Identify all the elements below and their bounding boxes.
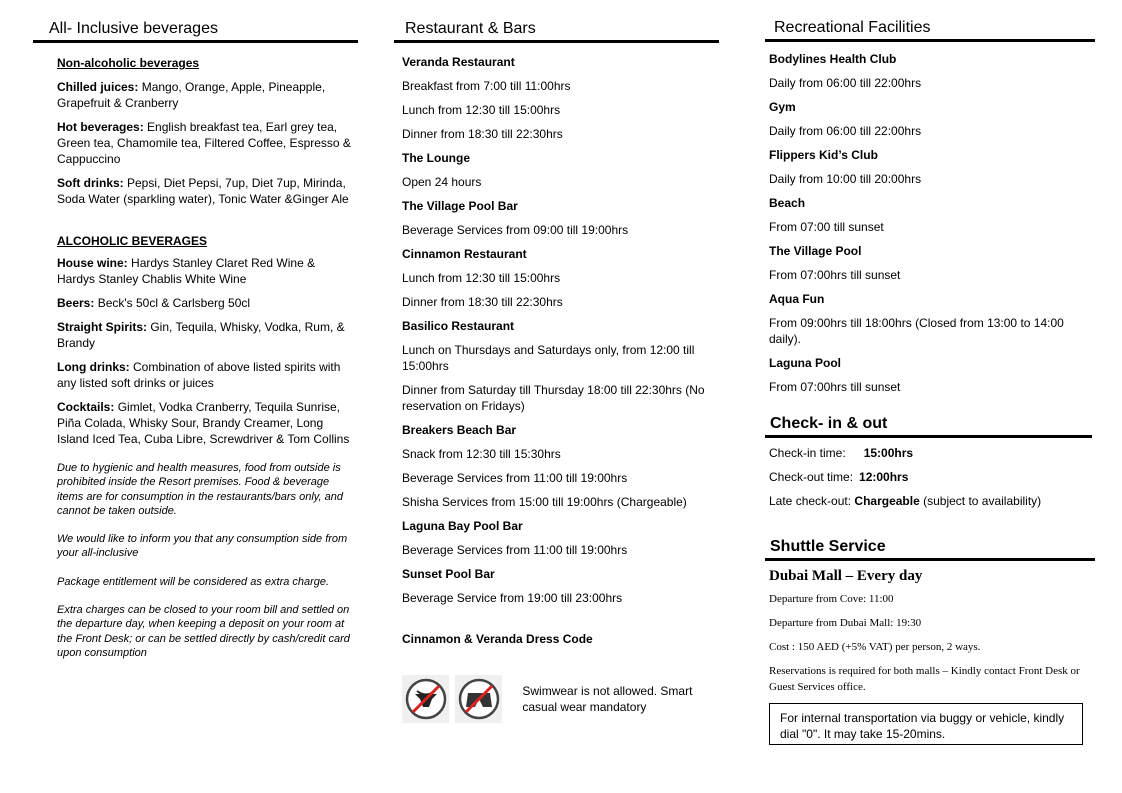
late-checkout-row [769,493,1095,509]
alcoholic-text: Beck's 50cl & Carlsberg 50cl [94,296,251,310]
restaurant-name: Laguna Bay Pool Bar [402,519,523,533]
beverages-heading: All- Inclusive beverages [33,0,358,43]
facility-list [769,51,1095,395]
restaurant-list [402,54,719,606]
nonalcoholic-title: Non-alcoholic beverages [57,56,200,70]
nonalcoholic-list [57,79,356,207]
nonalcoholic-label: Hot beverages: [57,120,144,134]
alcoholic-text: Gimlet, Vodka Cranberry, Tequila Sunrise, Piña Colada, Whisky Sour, Brandy Creamer, Long Island Iced Tea, Cuba Libre, Screwdriver & Tom Collins [57,400,350,446]
alcoholic-item [57,295,356,311]
facility-name: Flippers Kid’s Club [769,148,878,162]
restaurant-hours: Shisha Services from 15:00 till 19:00hrs (Chargeable) [402,495,687,509]
facility-name: Gym [769,100,796,114]
dress-code-row [402,675,719,723]
facility-hours: Daily from 10:00 till 20:00hrs [769,172,922,186]
facility-hours: Daily from 06:00 till 22:00hrs [769,76,922,90]
restaurants-column [394,0,719,723]
facility-hours: From 07:00 till sunset [769,220,884,234]
internal-transport-box: For internal transportation via buggy or vehicle, kindly dial "0". It may take 15-20mins. [769,703,1083,745]
alcoholic-text: Gin, Tequila, Whisky, Vodka, Rum, & Brandy [57,320,345,350]
restaurant-name: Basilico Restaurant [402,319,515,333]
restaurant-hours: Beverage Service from 19:00 till 23:00hrs [402,591,623,605]
policy-note: Due to hygienic and health measures, food from outside is prohibited inside the Resort premises. Food & beverage items are for consumption in the restaurants/bars only, and cannot be taken outside. [57,462,343,517]
shuttle-details [765,568,1095,695]
nonalcoholic-item [57,79,356,111]
dress-code-text: Swimwear is not allowed. Smart casual wear mandatory [522,684,693,714]
alcoholic-item [57,255,356,287]
restaurant-hours: Beverage Services from 11:00 till 19:00hrs [402,543,628,557]
restaurant-name: The Lounge [402,151,470,165]
restaurant-hours: Open 24 hours [402,175,482,189]
facility-name: Aqua Fun [769,292,825,306]
policy-note: We would like to inform you that any consumption side from your all-inclusive [57,533,348,560]
facility-hours: From 07:00hrs till sunset [769,268,901,282]
policy-note: Package entitlement will be considered as extra charge. [57,575,330,588]
no-shorts-icon [455,675,502,723]
alcoholic-title: ALCOHOLIC BEVERAGES [57,234,208,248]
alcoholic-item [57,319,356,351]
recreation-column [765,0,1095,745]
nonalcoholic-text: English breakfast tea, Earl grey tea, Green tea, Chamomile tea, Filtered Coffee, Espresso & Cappuccino [57,120,351,166]
facility-name: Beach [769,196,806,210]
alcoholic-label: Beers: [57,296,95,310]
restaurant-hours: Snack from 12:30 till 15:30hrs [402,447,561,461]
beverages-column [33,0,358,674]
alcoholic-list [57,255,356,447]
recreation-heading: Recreational Facilities [765,0,1095,42]
facility-hours: From 09:00hrs till 18:00hrs (Closed from 13:00 to 14:00 daily). [769,316,1064,346]
shuttle-line: Cost : 150 AED (+5% VAT) per person, 2 ways. [769,641,981,653]
shuttle-lines [769,591,1095,695]
shuttle-line: Reservations is required for both malls – Kindly contact Front Desk or Guest Services office. [769,665,1080,693]
facility-name: Bodylines Health Club [769,52,897,66]
restaurant-hours: Beverage Services from 11:00 till 19:00hrs [402,471,628,485]
alcoholic-item [57,399,356,447]
facility-hours: From 07:00hrs till sunset [769,380,901,394]
restaurant-hours: Breakfast from 7:00 till 11:00hrs [402,79,571,93]
restaurant-hours: Dinner from 18:30 till 22:30hrs [402,295,563,309]
policy-note: Extra charges can be closed to your room bill and settled on the departure day, when keeping a deposit on your room at the Front Desk; or can be settled directly by cash/credit card upon consumption [57,604,350,659]
late-checkout-label: Late check-out: [769,494,852,508]
restaurant-name: The Village Pool Bar [402,199,518,213]
nonalcoholic-item [57,119,356,167]
alcoholic-label: House wine: [57,256,128,270]
shuttle-line: Departure from Cove: 11:00 [769,593,894,605]
checkin-row [769,445,1095,461]
no-swimwear-icon [402,675,449,723]
checkout-label: Check-out time: [769,470,854,484]
checkin-label: Check-in time: [769,446,846,460]
restaurant-name: Breakers Beach Bar [402,423,517,437]
restaurant-hours: Dinner from 18:30 till 22:30hrs [402,127,563,141]
checkin-value: 15:00hrs [863,446,914,460]
facility-hours: Daily from 06:00 till 22:00hrs [769,124,922,138]
late-checkout-value: Chargeable [854,494,920,508]
shuttle-subtitle: Dubai Mall – Every day [769,568,923,584]
checkout-value: 12:00hrs [859,470,909,484]
shuttle-line: Departure from Dubai Mall: 19:30 [769,617,922,629]
restaurant-name: Veranda Restaurant [402,55,515,69]
facility-name: Laguna Pool [769,356,841,370]
nonalcoholic-text: Pepsi, Diet Pepsi, 7up, Diet 7up, Mirinda, Soda Water (sparkling water), Tonic Water &Ginger Ale [57,176,349,206]
nonalcoholic-text: Mango, Orange, Apple, Pineapple, Grapefruit & Cranberry [57,80,326,110]
nonalcoholic-item [57,175,356,207]
alcoholic-text: Combination of above listed spirits with any listed soft drinks or juices [57,360,341,390]
alcoholic-item [57,359,356,391]
alcoholic-text: Hardys Stanley Claret Red Wine & Hardys Stanley Chablis White Wine [57,256,316,286]
policy-notes [57,461,356,660]
checkin-heading: Check- in & out [765,413,1092,438]
checkin-details [765,445,1095,509]
alcoholic-label: Straight Spirits: [57,320,148,334]
checkout-row [769,469,1095,485]
restaurant-hours: Lunch from 12:30 till 15:00hrs [402,103,561,117]
restaurant-hours: Lunch on Thursdays and Saturdays only, from 12:00 till 15:00hrs [402,343,695,373]
restaurants-heading: Restaurant & Bars [394,0,719,43]
restaurant-name: Cinnamon Restaurant [402,247,527,261]
shuttle-heading: Shuttle Service [765,536,1095,561]
dress-code-title: Cinnamon & Veranda Dress Code [402,632,593,646]
alcoholic-label: Cocktails: [57,400,115,414]
nonalcoholic-label: Chilled juices: [57,80,139,94]
nonalcoholic-label: Soft drinks: [57,176,124,190]
restaurant-name: Sunset Pool Bar [402,567,495,581]
facility-name: The Village Pool [769,244,862,258]
alcoholic-label: Long drinks: [57,360,130,374]
restaurant-hours: Dinner from Saturday till Thursday 18:00 till 22:30hrs (No reservation on Fridays) [402,383,705,413]
restaurant-hours: Beverage Services from 09:00 till 19:00hrs [402,223,629,237]
restaurant-hours: Lunch from 12:30 till 15:00hrs [402,271,561,285]
late-checkout-note: (subject to availability) [919,494,1042,508]
